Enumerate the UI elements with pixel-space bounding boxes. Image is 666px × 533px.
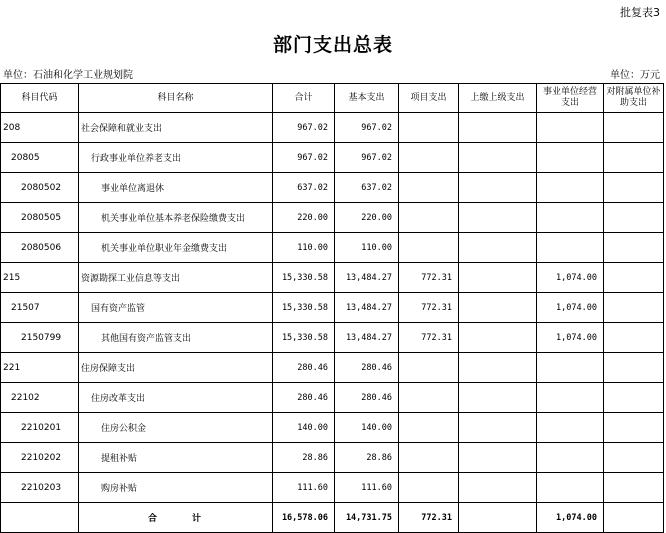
header-total: 合计 — [273, 84, 335, 113]
cell-total: 15,330.58 — [273, 293, 335, 323]
cell-total: 110.00 — [273, 233, 335, 263]
cell-business — [537, 203, 604, 233]
total-project: 772.31 — [399, 503, 459, 533]
cell-total: 28.86 — [273, 443, 335, 473]
table-row — [1, 443, 664, 473]
cell-name: 机关事业单位基本养老保险缴费支出 — [79, 203, 273, 233]
cell-project — [399, 353, 459, 383]
cell-total: 220.00 — [273, 203, 335, 233]
cell-project — [399, 233, 459, 263]
cell-project — [399, 443, 459, 473]
cell-basic: 967.02 — [335, 113, 399, 143]
cell-business: 1,074.00 — [537, 293, 604, 323]
table-row — [1, 263, 664, 293]
cell-basic: 140.00 — [335, 413, 399, 443]
table-row — [1, 113, 664, 143]
cell-subsidy — [604, 143, 664, 173]
cell-upper — [459, 383, 537, 413]
cell-subsidy — [604, 383, 664, 413]
table-row — [1, 293, 664, 323]
cell-name: 购房补贴 — [79, 473, 273, 503]
cell-project: 772.31 — [399, 263, 459, 293]
cell-business — [537, 113, 604, 143]
cell-name: 国有资产监管 — [79, 293, 273, 323]
currency-label: 单位：万元 — [610, 70, 660, 81]
cell-upper — [459, 413, 537, 443]
cell-upper — [459, 203, 537, 233]
cell-project — [399, 173, 459, 203]
cell-code: 221 — [1, 353, 79, 383]
cell-code: 215 — [1, 263, 79, 293]
cell-business: 1,074.00 — [537, 263, 604, 293]
table-row — [1, 323, 664, 353]
cell-name: 机关事业单位职业年金缴费支出 — [79, 233, 273, 263]
table-body — [1, 113, 664, 533]
cell-total: 967.02 — [273, 143, 335, 173]
cell-project — [399, 383, 459, 413]
cell-subsidy — [604, 173, 664, 203]
cell-basic: 220.00 — [335, 203, 399, 233]
cell-project — [399, 203, 459, 233]
cell-subsidy — [604, 233, 664, 263]
cell-project — [399, 113, 459, 143]
cell-code: 2080505 — [1, 203, 79, 233]
ref-label: 批复表3 — [620, 6, 660, 19]
cell-name: 资源勘探工业信息等支出 — [79, 263, 273, 293]
header-row — [1, 84, 664, 113]
cell-basic: 280.46 — [335, 353, 399, 383]
cell-basic: 110.00 — [335, 233, 399, 263]
cell-name: 事业单位离退休 — [79, 173, 273, 203]
cell-upper — [459, 143, 537, 173]
cell-subsidy — [604, 353, 664, 383]
cell-subsidy — [604, 473, 664, 503]
cell-project: 772.31 — [399, 323, 459, 353]
header-upper: 上缴上级支出 — [459, 84, 537, 113]
cell-code: 2210202 — [1, 443, 79, 473]
table-row — [1, 413, 664, 443]
total-row — [1, 503, 664, 533]
total-basic: 14,731.75 — [335, 503, 399, 533]
cell-subsidy — [604, 443, 664, 473]
cell-upper — [459, 263, 537, 293]
cell-code: 22102 — [1, 383, 79, 413]
cell-upper — [459, 353, 537, 383]
table-row — [1, 353, 664, 383]
cell-subsidy — [604, 293, 664, 323]
cell-business — [537, 173, 604, 203]
cell-basic: 13,484.27 — [335, 263, 399, 293]
cell-total: 111.60 — [273, 473, 335, 503]
total-upper — [459, 503, 537, 533]
header-basic: 基本支出 — [335, 84, 399, 113]
table-row — [1, 173, 664, 203]
cell-total: 967.02 — [273, 113, 335, 143]
cell-total: 280.46 — [273, 353, 335, 383]
cell-total: 15,330.58 — [273, 263, 335, 293]
cell-name: 住房保障支出 — [79, 353, 273, 383]
header-code: 科目代码 — [1, 84, 79, 113]
cell-project: 772.31 — [399, 293, 459, 323]
table-row — [1, 143, 664, 173]
cell-name: 其他国有资产监管支出 — [79, 323, 273, 353]
cell-business — [537, 353, 604, 383]
cell-code: 2210201 — [1, 413, 79, 443]
expenditure-table-wrapper — [0, 83, 664, 533]
unit-label: 单位：石油和化学工业规划院 — [3, 70, 133, 81]
cell-code: 208 — [1, 113, 79, 143]
cell-business — [537, 143, 604, 173]
table-row — [1, 473, 664, 503]
cell-upper — [459, 443, 537, 473]
cell-project — [399, 473, 459, 503]
cell-name: 社会保障和就业支出 — [79, 113, 273, 143]
expenditure-table — [0, 83, 664, 533]
cell-code: 2080506 — [1, 233, 79, 263]
cell-upper — [459, 293, 537, 323]
header-business: 事业单位经营支出 — [537, 84, 604, 113]
total-business: 1,074.00 — [537, 503, 604, 533]
page-title: 部门支出总表 — [272, 34, 393, 56]
cell-total: 15,330.58 — [273, 323, 335, 353]
cell-name: 提租补贴 — [79, 443, 273, 473]
header-project: 项目支出 — [399, 84, 459, 113]
total-label: 合 计 — [79, 503, 273, 533]
cell-subsidy — [604, 413, 664, 443]
cell-business — [537, 443, 604, 473]
cell-total: 637.02 — [273, 173, 335, 203]
cell-basic: 13,484.27 — [335, 293, 399, 323]
cell-basic: 637.02 — [335, 173, 399, 203]
cell-upper — [459, 113, 537, 143]
cell-upper — [459, 233, 537, 263]
table-row — [1, 233, 664, 263]
cell-basic: 967.02 — [335, 143, 399, 173]
table-row — [1, 383, 664, 413]
cell-empty — [1, 503, 79, 533]
cell-name: 行政事业单位养老支出 — [79, 143, 273, 173]
cell-subsidy — [604, 203, 664, 233]
cell-code: 2210203 — [1, 473, 79, 503]
cell-code: 2150799 — [1, 323, 79, 353]
cell-basic: 13,484.27 — [335, 323, 399, 353]
cell-business — [537, 473, 604, 503]
header-subsidy: 对附属单位补助支出 — [604, 84, 664, 113]
cell-business — [537, 413, 604, 443]
cell-upper — [459, 473, 537, 503]
cell-business: 1,074.00 — [537, 323, 604, 353]
cell-total: 280.46 — [273, 383, 335, 413]
cell-business — [537, 383, 604, 413]
cell-subsidy — [604, 263, 664, 293]
cell-name: 住房公积金 — [79, 413, 273, 443]
cell-code: 2080502 — [1, 173, 79, 203]
table-row — [1, 203, 664, 233]
total-total: 16,578.06 — [273, 503, 335, 533]
cell-project — [399, 143, 459, 173]
cell-upper — [459, 323, 537, 353]
cell-total: 140.00 — [273, 413, 335, 443]
cell-upper — [459, 173, 537, 203]
cell-basic: 280.46 — [335, 383, 399, 413]
total-subsidy — [604, 503, 664, 533]
cell-subsidy — [604, 113, 664, 143]
cell-code: 20805 — [1, 143, 79, 173]
cell-basic: 28.86 — [335, 443, 399, 473]
cell-code: 21507 — [1, 293, 79, 323]
cell-subsidy — [604, 323, 664, 353]
cell-name: 住房改革支出 — [79, 383, 273, 413]
header-name: 科目名称 — [79, 84, 273, 113]
cell-project — [399, 413, 459, 443]
cell-basic: 111.60 — [335, 473, 399, 503]
cell-business — [537, 233, 604, 263]
